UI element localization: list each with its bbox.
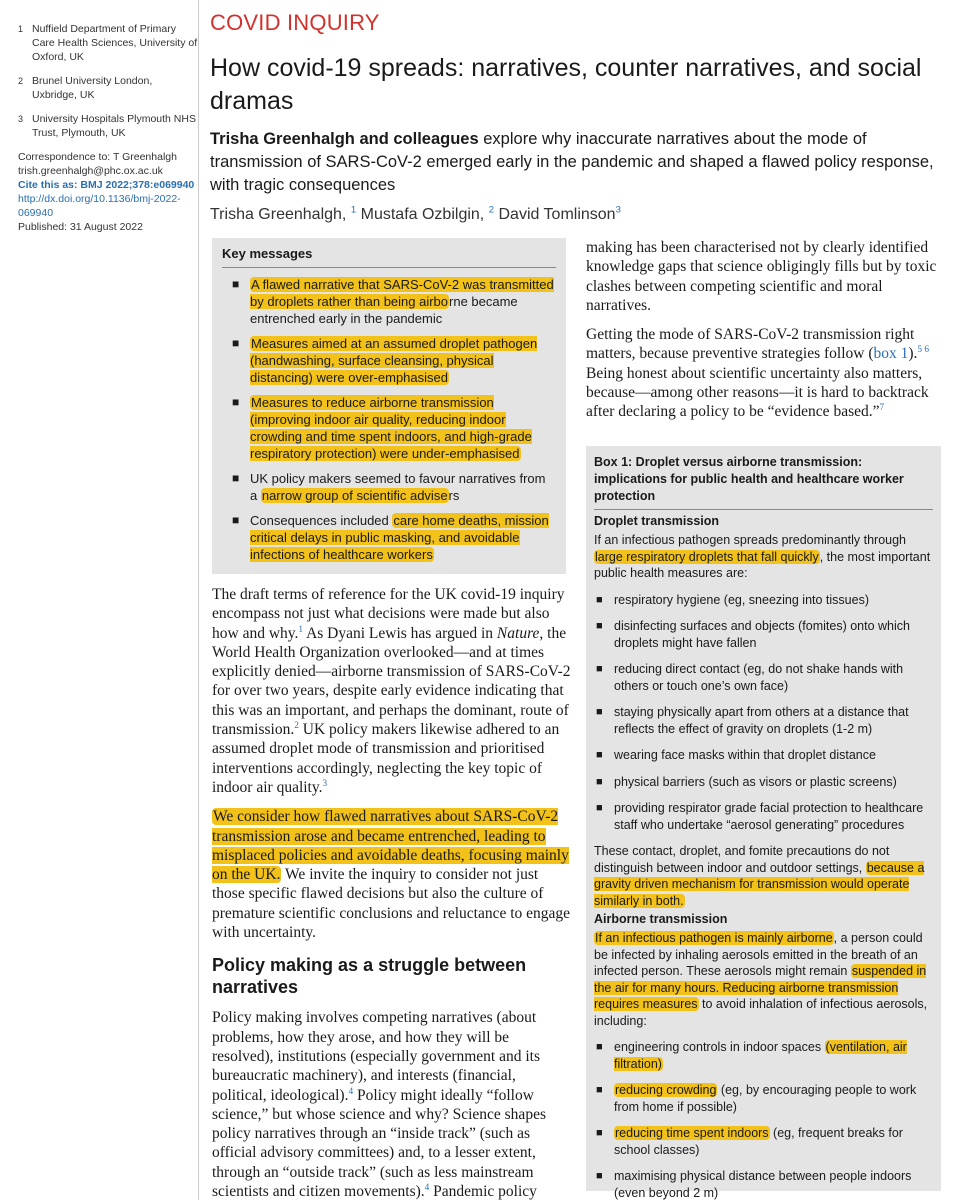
- highlight: A flawed narrative that SARS-CoV-2 was transmitted by droplets rather than being airbo: [250, 277, 554, 309]
- droplet-item: [594, 661, 933, 694]
- key-message-2: [222, 335, 556, 386]
- section-label: COVID INQUIRY: [210, 10, 380, 35]
- airborne-item: [594, 1168, 933, 1200]
- author-2: Mustafa Ozbilgin,: [360, 206, 485, 223]
- key-message-4: [222, 470, 556, 504]
- text: We invite the inquiry to consider not just those specific flawed decisions but also the culture of premature scientific conclusions and reluctance to engage with uncertainty.: [212, 866, 571, 942]
- journal-name: Nature: [496, 624, 540, 642]
- key-messages-box: [212, 238, 566, 574]
- highlight: reducing time spent indoors: [615, 1126, 769, 1140]
- airborne-heading: Airborne transmission: [594, 912, 728, 926]
- droplet-item: [594, 774, 933, 791]
- highlight: If an infectious pathogen is mainly airborne: [595, 931, 833, 945]
- article-title: How covid-19 spreads: narratives, counter narratives, and social dramas: [210, 54, 922, 115]
- text: The draft terms of reference for the UK covid-19 inquiry encompass not just what decisions were made but also how and why.: [212, 586, 565, 642]
- highlight: (ventilation, air filtration): [614, 1040, 907, 1071]
- bullet-icon: ■: [232, 336, 240, 350]
- highlight: reducing crowding: [615, 1083, 717, 1097]
- cite-this-as: Cite this as: BMJ 2022;378:e069940: [18, 179, 195, 191]
- bullet-icon: ■: [596, 1170, 603, 1182]
- text: to avoid inhalation of infectious aerosols, including:: [594, 997, 928, 1028]
- text: physical barriers (such as visors or plastic screens): [614, 774, 897, 789]
- reference-link[interactable]: 5 6: [917, 345, 930, 356]
- highlight: Measures to reduce airborne transmission (improving indoor air quality, reducing indoor crowding and time spent indoors, and high-grade respiratory protection) were under-emphasised: [250, 395, 532, 461]
- bullet-icon: ■: [596, 1041, 603, 1053]
- affiliations-sidebar: [18, 22, 198, 234]
- highlight: suspended in the air for many hours. Reducing airborne transmission requires measures: [594, 964, 927, 1011]
- bullet-icon: ■: [232, 395, 240, 409]
- box-1-link[interactable]: box 1: [873, 345, 909, 363]
- column-divider: [198, 0, 199, 1200]
- standfirst-text: explore why inaccurate narratives about the mode of transmission of SARS-CoV-2 emerged early in the pandemic and shaped a flawed policy response, with tragic consequences: [210, 130, 934, 194]
- paragraph-1: [212, 585, 572, 797]
- affiliation-3: 3 University Hospitals Plymouth NHS Trust, Plymouth, UK: [18, 113, 196, 139]
- bullet-icon: ■: [596, 593, 603, 606]
- text: Policy might ideally “follow science,” but whose science and why? Science shapes policy narratives through an “inside track” (such as official advisory committees) and, to a lesser extent, through an “outside track” (such as less mainstream scientists and citizen movements).: [212, 1086, 546, 1200]
- text: Getting the mode of SARS-CoV-2 transmission right matters, because preventive strategies follow (: [586, 326, 915, 363]
- highlight: We consider how flawed narratives about SARS-CoV-2 transmission arose and became entrenched, leading to misplaced policies and avoidable deaths, focusing mainly on the UK.: [212, 808, 569, 884]
- key-message-5: [222, 512, 556, 563]
- author-3-affiliation: 3: [615, 204, 621, 216]
- paragraph-2: [212, 807, 572, 942]
- bullet-icon: ■: [596, 749, 603, 761]
- droplet-heading: Droplet transmission: [594, 514, 720, 528]
- droplet-item: [594, 747, 933, 764]
- reference-link[interactable]: 4: [348, 1086, 354, 1097]
- droplet-item: [594, 704, 933, 737]
- text: engineering controls in indoor spaces: [614, 1040, 825, 1054]
- text: , the World Health Organization overlooked—and at times explicitly denied—airborne transmission of SARS-CoV-2 for over two years, despite early evidence indicating that this was an important, and perhaps the dominant, route of transmission.: [212, 624, 571, 739]
- text: UK policy makers likewise adhered to an assumed droplet mode of transmission and prioritised interventions accordingly, neglecting the key topic of indoor air quality.: [212, 721, 560, 796]
- paragraph-5: [586, 325, 941, 421]
- key-message-3: [222, 394, 556, 462]
- correspondence-email[interactable]: trish.greenhalgh@phc.ox.ac.uk: [18, 165, 163, 177]
- left-column: [212, 585, 572, 1200]
- paragraph-4: making has been characterised not by clearly identified knowledge gaps that science obligingly fills but by toxic clashes between competing scientific and moral narratives.: [586, 239, 937, 314]
- key-text: rs: [448, 488, 460, 503]
- text: , the most important public health measures are:: [594, 549, 931, 580]
- author-1-affiliation: 1: [350, 204, 357, 216]
- text: Being honest about scientific uncertainty also matters, because—among other reasons—it is hard to backtrack after declaring a policy to be “evidence based.”: [586, 364, 929, 421]
- highlight: Measures aimed at an assumed droplet pathogen (handwashing, surface cleansing, physical distancing) were over-emphasised: [250, 336, 538, 385]
- affiliation-1: 1 Nuffield Department of Primary Care Health Sciences, University of Oxford, UK: [18, 23, 198, 63]
- key-text: UK policy makers seemed to favour narratives from a: [250, 471, 546, 503]
- bullet-icon: ■: [596, 1084, 603, 1096]
- highlight: because a gravity driven mechanism for transmission would operate similarly in both.: [594, 860, 925, 908]
- text: If an infectious pathogen spreads predominantly through: [594, 533, 907, 547]
- text: staying physically apart from others at a distance that reflects the effect of gravity on droplets (1-2 m): [614, 705, 909, 736]
- droplet-intro: [594, 532, 933, 582]
- author-3: David Tomlinson: [498, 206, 616, 223]
- key-text: rne became entrenched early in the pandemic: [250, 294, 518, 326]
- text: maximising physical distance between people indoors (even beyond 2 m): [614, 1169, 912, 1200]
- text: These contact, droplet, and fomite precautions do not distinguish between indoor and outdoor settings,: [594, 844, 890, 875]
- bullet-icon: ■: [596, 706, 603, 718]
- text: reducing direct contact (eg, do not shake hands with others or touch one’s own face): [614, 662, 904, 693]
- text: (eg, by encouraging people to work from home if possible): [614, 1083, 917, 1114]
- bullet-icon: ■: [232, 513, 240, 527]
- highlight: care home deaths, mission critical delays in public masking, and avoidable infections of healthcare workers: [250, 513, 549, 562]
- droplet-item: [594, 800, 933, 833]
- text: disinfecting surfaces and objects (fomites) onto which droplets might have fallen: [614, 619, 910, 650]
- droplet-item: [594, 592, 933, 609]
- author-list: [210, 206, 621, 224]
- affiliation-2: 2 Brunel University London, Uxbridge, UK: [18, 75, 153, 101]
- reference-link[interactable]: 7: [879, 403, 885, 414]
- airborne-item: [594, 1039, 933, 1072]
- doi-link[interactable]: http://dx.doi.org/10.1136/bmj-2022-069940: [18, 193, 181, 219]
- bullet-icon: ■: [232, 277, 240, 291]
- standfirst: [210, 128, 945, 197]
- standfirst-authors: Trisha Greenhalgh and colleagues: [210, 130, 479, 148]
- correspondence: Correspondence to: T Greenhalgh: [18, 151, 177, 163]
- text: Policy making involves competing narratives (about problems, how they arose, and how they will be resolved), institutions (especially government and its bureaucratic machinery), and interests (financial, political, ideological).: [212, 1009, 541, 1104]
- bullet-icon: ■: [596, 663, 603, 675]
- box-1: [586, 446, 941, 1200]
- airborne-intro: [594, 930, 933, 1029]
- text: ).: [908, 345, 918, 363]
- author-1: Trisha Greenhalgh,: [210, 206, 347, 223]
- paragraph-3: [212, 1008, 572, 1200]
- text: , a person could be infected by inhaling aerosols emitted in the breath of an infected person. These aerosols might remain: [594, 931, 923, 978]
- text: As Dyani Lewis has argued in: [303, 624, 497, 642]
- highlight: large respiratory droplets that fall quickly: [595, 549, 819, 564]
- bullet-icon: ■: [596, 620, 603, 632]
- section-heading: Policy making as a struggle between narratives: [212, 955, 527, 998]
- bullet-icon: ■: [596, 1127, 603, 1139]
- droplet-item: [594, 618, 933, 651]
- bullet-icon: ■: [232, 471, 240, 485]
- reference-link[interactable]: 4: [424, 1182, 430, 1193]
- author-2-affiliation: 2: [488, 204, 495, 216]
- key-text: Consequences included: [250, 513, 393, 528]
- published-date: Published: 31 August 2022: [18, 221, 143, 233]
- text: providing respirator grade facial protection to healthcare staff who undertake “aerosol generating” procedures: [614, 801, 924, 832]
- bullet-icon: ■: [596, 775, 603, 788]
- reference-link[interactable]: 3: [322, 778, 328, 789]
- airborne-item: [594, 1082, 933, 1115]
- reference-link[interactable]: 2: [294, 720, 299, 731]
- reference-link[interactable]: 1: [298, 624, 304, 635]
- key-messages-title: Key messages: [222, 246, 556, 268]
- bullet-icon: ■: [596, 802, 603, 814]
- text: (eg, frequent breaks for school classes): [614, 1126, 903, 1157]
- airborne-item: [594, 1125, 933, 1158]
- text: Pandemic policy: [429, 1183, 537, 1200]
- text: respiratory hygiene (eg, sneezing into tissues): [614, 592, 869, 607]
- text: wearing face masks within that droplet distance: [614, 748, 876, 762]
- key-message-1: [222, 276, 556, 327]
- contact-precautions: [594, 843, 933, 909]
- right-column: [586, 238, 941, 432]
- box-1-title: Box 1: Droplet versus airborne transmission: implications for public health and healthcare worker protection: [594, 454, 933, 510]
- highlight: narrow group of scientific advise: [261, 488, 448, 503]
